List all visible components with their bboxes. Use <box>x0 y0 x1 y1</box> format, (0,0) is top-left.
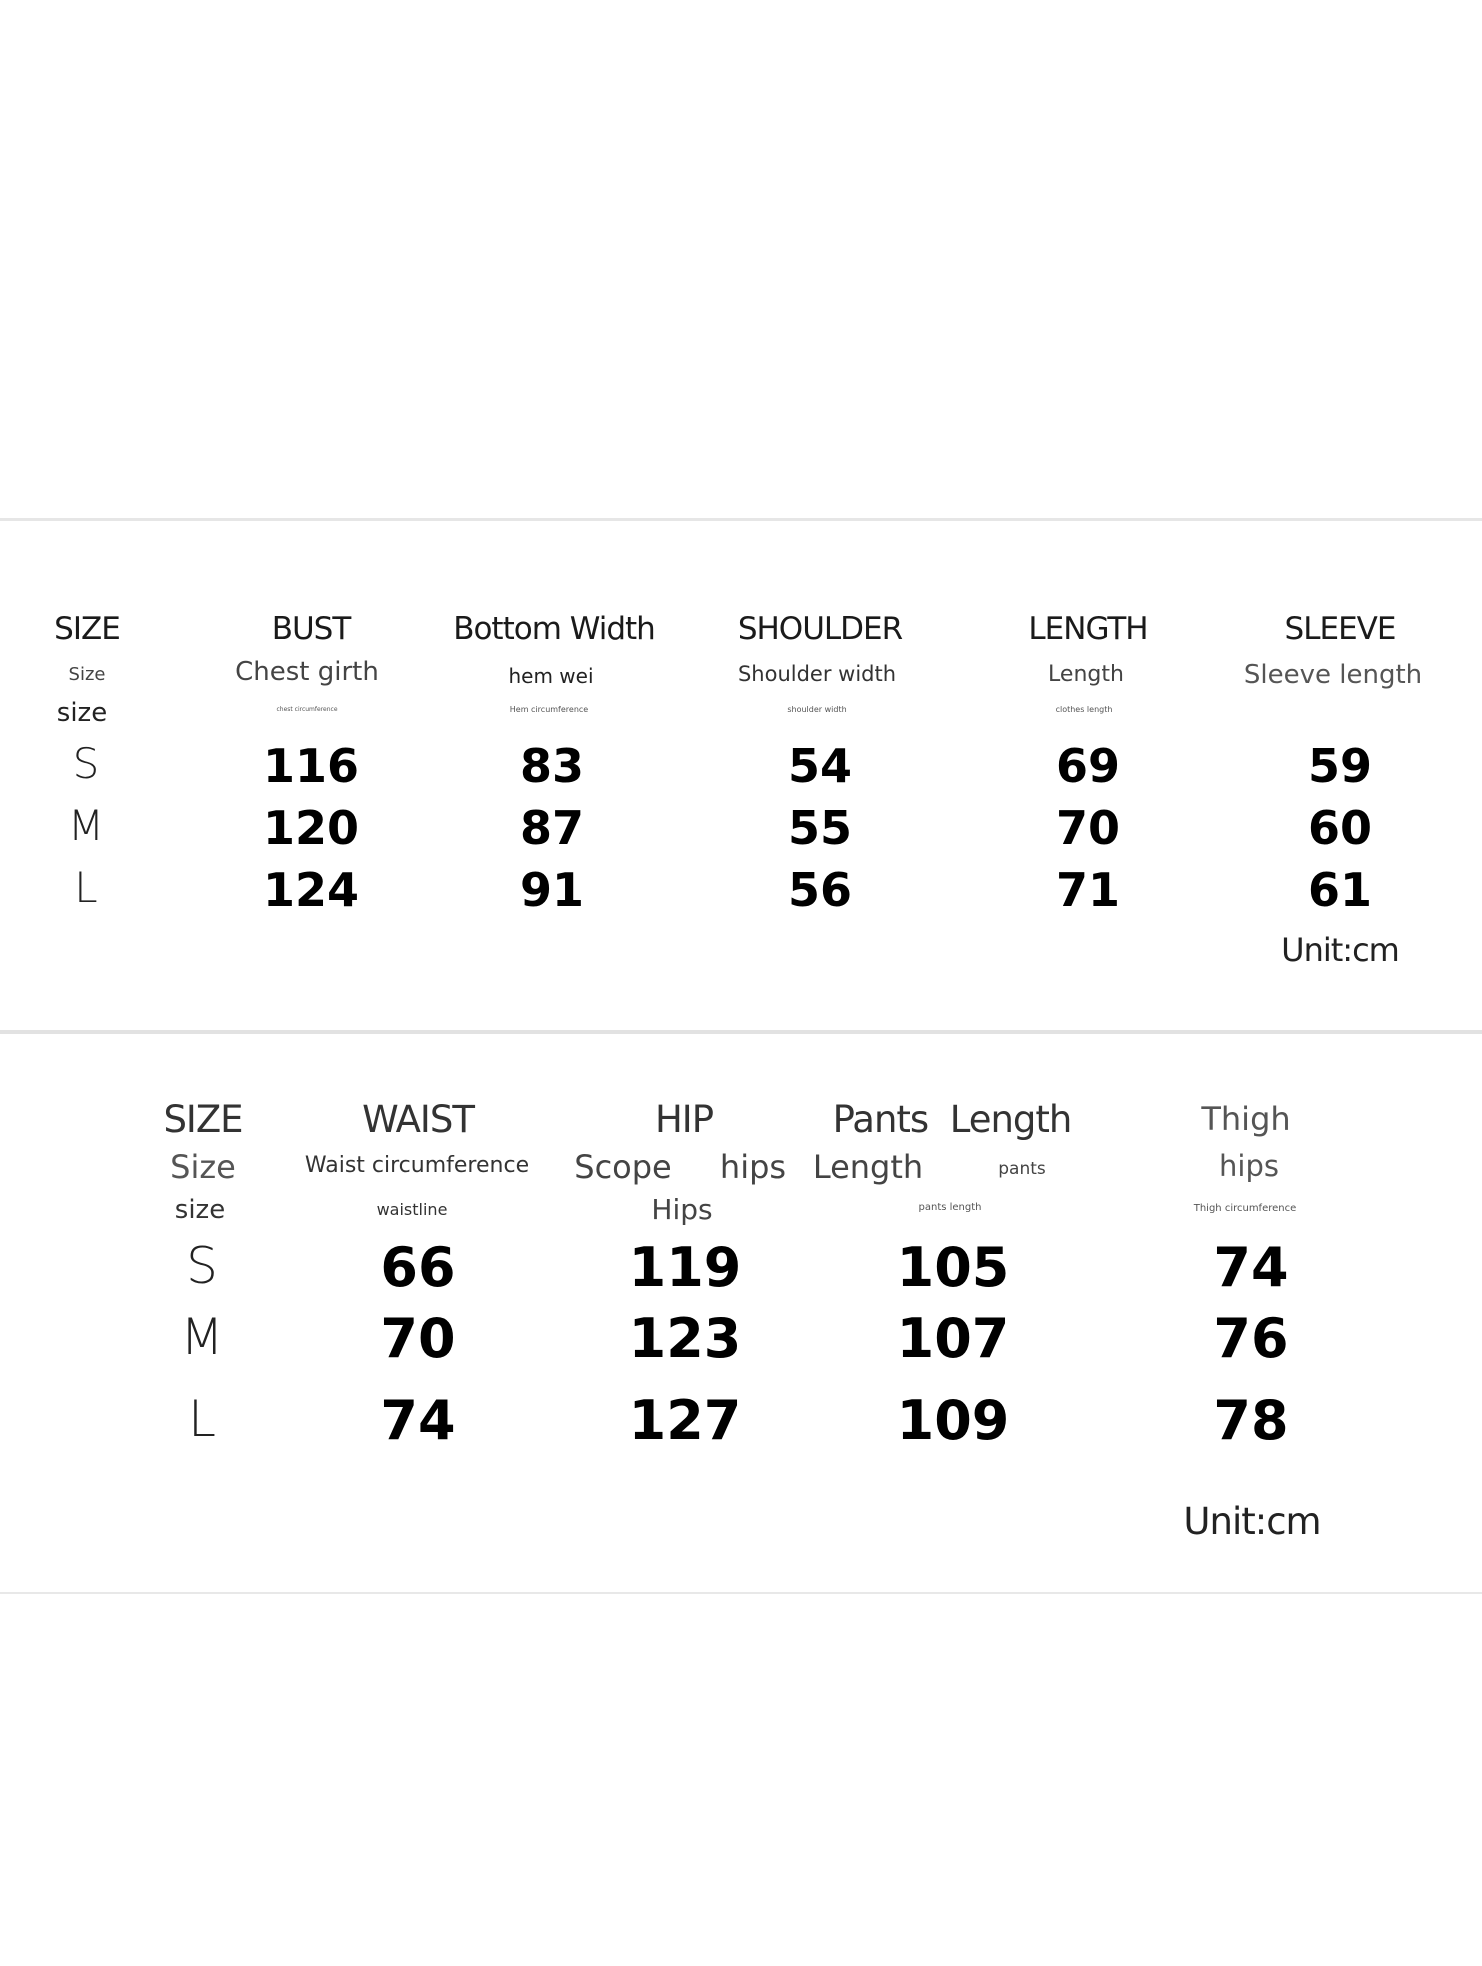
bottom-row-s-hip: 119 <box>628 1236 742 1299</box>
bottom-header-size-sub2: size <box>174 1195 226 1225</box>
top-row-size-m: M <box>67 801 105 850</box>
bottom-header-pants-length-sub-small: pants <box>998 1159 1046 1179</box>
bottom-divider <box>0 1592 1482 1594</box>
top-row-l-shoulder: 56 <box>787 863 853 917</box>
header-shoulder-sub: Shoulder width <box>737 662 897 686</box>
bottom-header-thigh-sub: hips <box>1219 1149 1279 1183</box>
bottom-header-pants-length-sub2: pants length <box>918 1202 982 1213</box>
bottom-header-size-title: SIZE <box>163 1098 243 1141</box>
top-row-size-s: S <box>72 739 100 788</box>
header-bottom-width-sub2: Hem circumference <box>509 705 589 714</box>
bottom-row-size-l: L <box>188 1390 216 1448</box>
header-bottom-width-sub: hem wei <box>508 664 594 688</box>
header-bust-sub2: chest circumference <box>276 706 338 713</box>
header-shoulder-title: SHOULDER <box>737 611 903 647</box>
top-row-m-bottom-width: 87 <box>519 801 585 855</box>
bottom-header-waist-sub: Waist circumference <box>304 1153 530 1178</box>
bottom-row-l-thigh: 78 <box>1213 1389 1289 1452</box>
bottom-row-l-waist: 74 <box>380 1389 456 1452</box>
bottom-row-m-pants-length: 107 <box>896 1307 1010 1370</box>
header-size-sub2: size <box>56 698 108 728</box>
header-size-title: SIZE <box>54 611 120 647</box>
bottom-header-hip-sub2: Hips <box>651 1193 713 1226</box>
bottom-header-thigh-sub2: Thigh circumference <box>1193 1203 1297 1214</box>
header-sleeve-title: SLEEVE <box>1284 611 1396 647</box>
top-row-s-shoulder: 54 <box>787 739 853 793</box>
bottom-row-l-hip: 127 <box>628 1389 742 1452</box>
bottom-unit-label: Unit:cm <box>1183 1500 1321 1543</box>
header-length-sub2: clothes length <box>1055 705 1113 714</box>
bottom-header-waist-title: WAIST <box>362 1098 474 1141</box>
header-bottom-width-title: Bottom Width <box>453 611 655 647</box>
bottom-row-s-waist: 66 <box>380 1236 456 1299</box>
top-row-l-sleeve: 61 <box>1307 863 1373 917</box>
middle-divider <box>0 1030 1482 1034</box>
header-bust-title: BUST <box>271 611 351 647</box>
bottom-header-size-sub: Size <box>170 1148 236 1186</box>
header-bust-sub: Chest girth <box>235 657 379 687</box>
top-row-s-bust: 116 <box>262 739 360 793</box>
top-row-s-bottom-width: 83 <box>519 739 585 793</box>
top-row-s-sleeve: 59 <box>1307 739 1373 793</box>
bottom-row-size-s: S <box>186 1237 218 1295</box>
bottom-row-l-pants-length: 109 <box>896 1389 1010 1452</box>
header-sleeve-sub: Sleeve length <box>1243 660 1423 690</box>
bottom-row-s-pants-length: 105 <box>896 1236 1010 1299</box>
bottom-header-hip-sub-b: hips <box>719 1148 787 1186</box>
bottom-header-hip-title: HIP <box>654 1098 714 1141</box>
bottom-row-size-m: M <box>180 1308 224 1366</box>
header-shoulder-sub2: shoulder width <box>787 705 847 714</box>
bottom-header-pants-length-title: Pants Length <box>832 1098 1072 1141</box>
bottom-row-m-waist: 70 <box>380 1307 456 1370</box>
top-unit-label: Unit:cm <box>1281 931 1399 969</box>
header-length-sub: Length <box>1048 662 1124 687</box>
header-size-sub: Size <box>68 664 106 685</box>
top-row-s-length: 69 <box>1055 739 1121 793</box>
top-row-m-length: 70 <box>1055 801 1121 855</box>
top-divider <box>0 518 1482 521</box>
bottom-header-thigh-title: Thigh <box>1201 1100 1291 1138</box>
top-row-m-shoulder: 55 <box>787 801 853 855</box>
bottom-header-waist-sub2: waistline <box>376 1200 448 1219</box>
top-row-l-bottom-width: 91 <box>519 863 585 917</box>
top-row-m-sleeve: 60 <box>1307 801 1373 855</box>
top-row-size-l: L <box>74 863 98 912</box>
top-row-m-bust: 120 <box>262 801 360 855</box>
bottom-row-m-thigh: 76 <box>1213 1307 1289 1370</box>
bottom-header-hip-sub-a: Scope <box>574 1148 672 1186</box>
bottom-row-s-thigh: 74 <box>1213 1236 1289 1299</box>
header-length-title: LENGTH <box>1028 611 1148 647</box>
top-row-l-bust: 124 <box>262 863 360 917</box>
bottom-row-m-hip: 123 <box>628 1307 742 1370</box>
bottom-header-pants-length-sub: Length <box>812 1148 924 1186</box>
top-row-l-length: 71 <box>1055 863 1121 917</box>
